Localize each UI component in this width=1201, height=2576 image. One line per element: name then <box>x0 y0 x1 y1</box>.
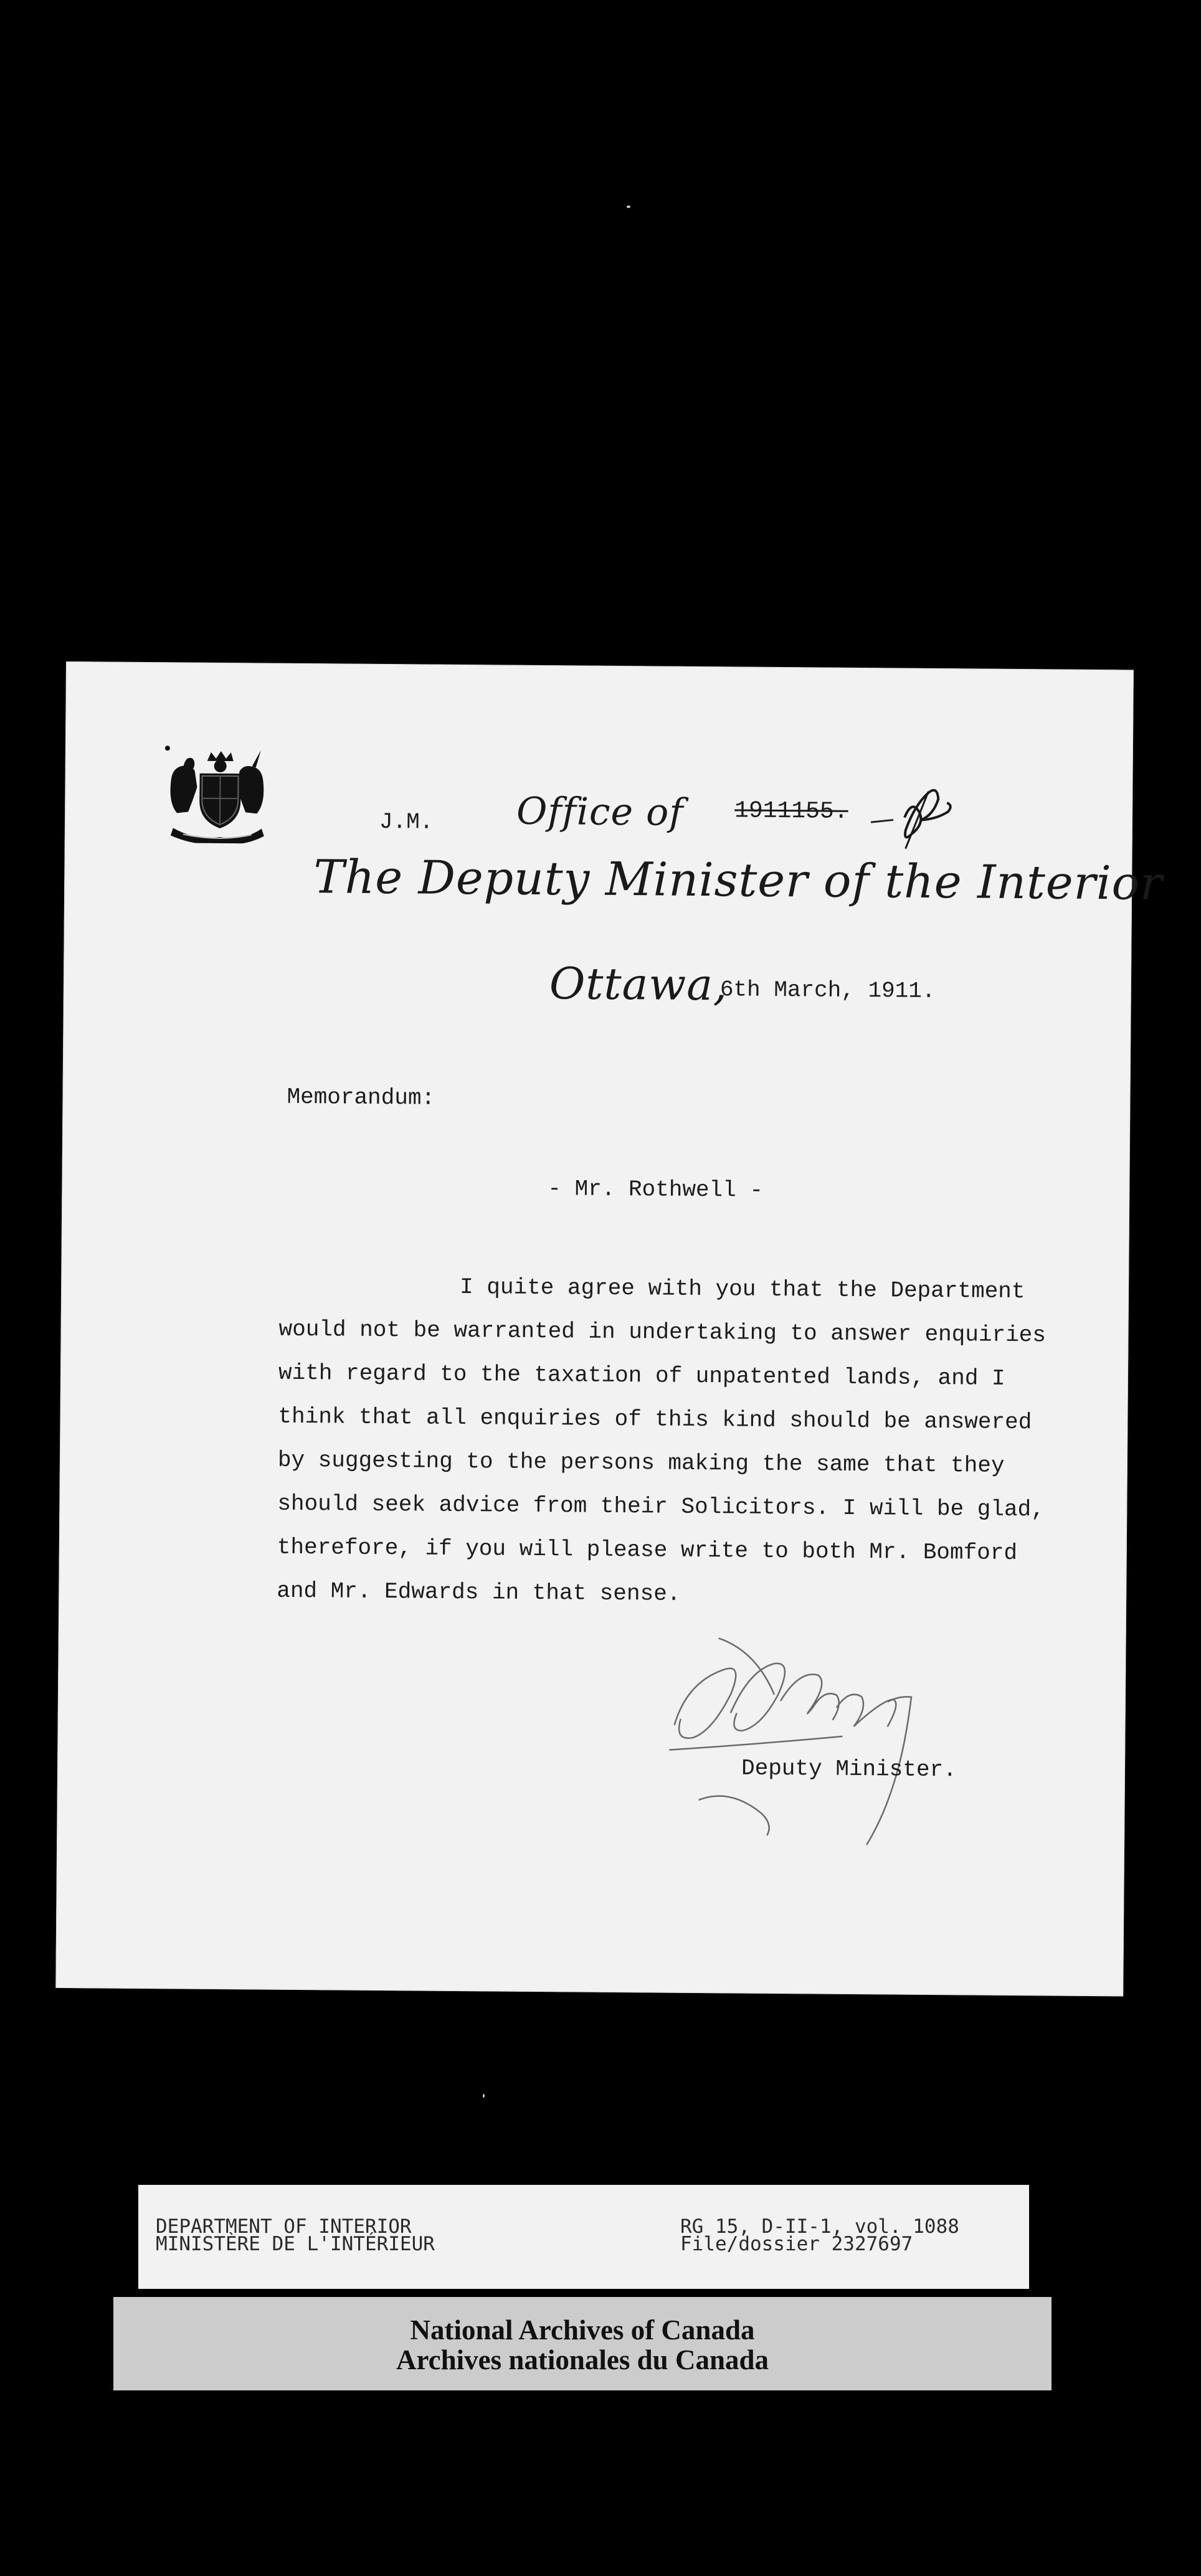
archives-name-fr: Archives nationales du Canada <box>396 2344 769 2375</box>
handwritten-signature-icon <box>655 1625 943 1864</box>
memo-heading: Memorandum: <box>287 1084 435 1111</box>
dust-speck <box>627 206 630 208</box>
handwritten-initials-icon <box>868 774 962 855</box>
file-dossier-number: File/dossier 2327697 <box>680 2233 913 2255</box>
department-en: DEPARTMENT OF INTERIOR <box>156 2215 412 2238</box>
body-line: by suggesting to the persons making the same that they <box>277 1447 1005 1479</box>
dust-speck <box>483 2094 485 2098</box>
department-title: The Deputy Minister of the Interior <box>313 850 1163 911</box>
body-line: I quite agree with you that the Department <box>459 1274 1025 1305</box>
letterhead-office-of: Office of <box>516 789 684 835</box>
addressee: - Mr. Rothwell - <box>548 1176 764 1203</box>
body-line: and Mr. Edwards in that sense. <box>277 1578 681 1607</box>
archive-reference-label <box>138 2185 1029 2289</box>
body-line: with regard to the taxation of unpatented lands, and I <box>278 1360 1005 1391</box>
body-line: should seek advice from their Solicitors. I will be glad, <box>277 1490 1045 1523</box>
archives-banner <box>113 2297 1051 2390</box>
body-line: therefore, if you will please write to both Mr. Bomford <box>277 1534 1018 1566</box>
file-number: 1911155. <box>734 797 848 825</box>
royal-coat-of-arms-icon <box>158 743 277 843</box>
archives-name-en: National Archives of Canada <box>410 2314 755 2346</box>
letter-date: 6th March, 1911. <box>719 977 936 1004</box>
letter-body <box>277 1264 1120 1620</box>
body-line: would not be warranted in undertaking to answer enquiries <box>278 1316 1047 1348</box>
typist-initials: J.M. <box>379 808 434 835</box>
letter-page <box>55 661 1163 1996</box>
department-fr: MINISTÈRE DE L'INTÉRIEUR <box>156 2233 435 2255</box>
letterhead-city: Ottawa, <box>549 958 728 1011</box>
record-group-reference: RG 15, D-II-1, vol. 1088 <box>680 2215 959 2238</box>
signature-title: Deputy Minister. <box>741 1755 957 1783</box>
body-line: think that all enquiries of this kind should be answered <box>278 1403 1032 1436</box>
